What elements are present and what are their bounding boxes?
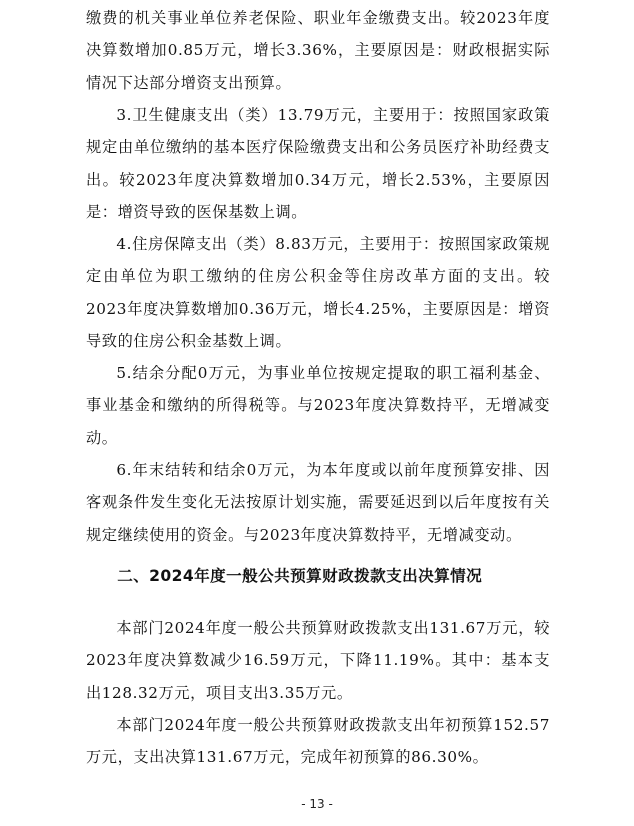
page-number: - 13 -: [301, 797, 333, 811]
paragraph-pension-continued: 缴费的机关事业单位养老保险、职业年金缴费支出。较2023年度决算数增加0.85万元，增长3.36%，主要原因是：财政根据实际情况下达部分增资支出预算。: [86, 9, 550, 92]
paragraph-health-expenditure: 3.卫生健康支出（类）13.79万元，主要用于：按照国家政策规定由单位缴纳的基本医疗保险缴费支出和公务员医疗补助经费支出。较2023年度决算数增加0.34万元，增长2.53%，主要原因是：增资导致的医保基数上调。: [86, 106, 550, 222]
paragraph-surplus-distribution: 5.结余分配0万元，为事业单位按规定提取的职工福利基金、事业基金和缴纳的所得税等。与2023年度决算数持平，无增减变动。: [86, 364, 550, 447]
paragraph-housing-expenditure: 4.住房保障支出（类）8.83万元，主要用于：按照国家政策规定由单位为职工缴纳的住房公积金等住房改革方面的支出。较2023年度决算数增加0.36万元，增长4.25%，主要原因是：增资导致的住房公积金基数上调。: [86, 235, 550, 351]
section-heading: 二、2024年度一般公共预算财政拨款支出决算情况: [117, 567, 483, 585]
paragraph-budget-completion: 本部门2024年度一般公共预算财政拨款支出年初预算152.57万元，支出决算131.67万元，完成年初预算的86.30%。: [86, 716, 550, 767]
paragraph-year-end-carryover: 6.年末结转和结余0万元，为本年度或以前年度预算安排、因客观条件发生变化无法按原计划实施，需要延迟到以后年度按有关规定继续使用的资金。与2023年度决算数持平，无增减变动。: [86, 461, 550, 544]
paragraph-fiscal-expenditure-summary: 本部门2024年度一般公共预算财政拨款支出131.67万元，较2023年度决算数减少16.59万元，下降11.19%。其中：基本支出128.32万元，项目支出3.35万元。: [86, 619, 550, 702]
